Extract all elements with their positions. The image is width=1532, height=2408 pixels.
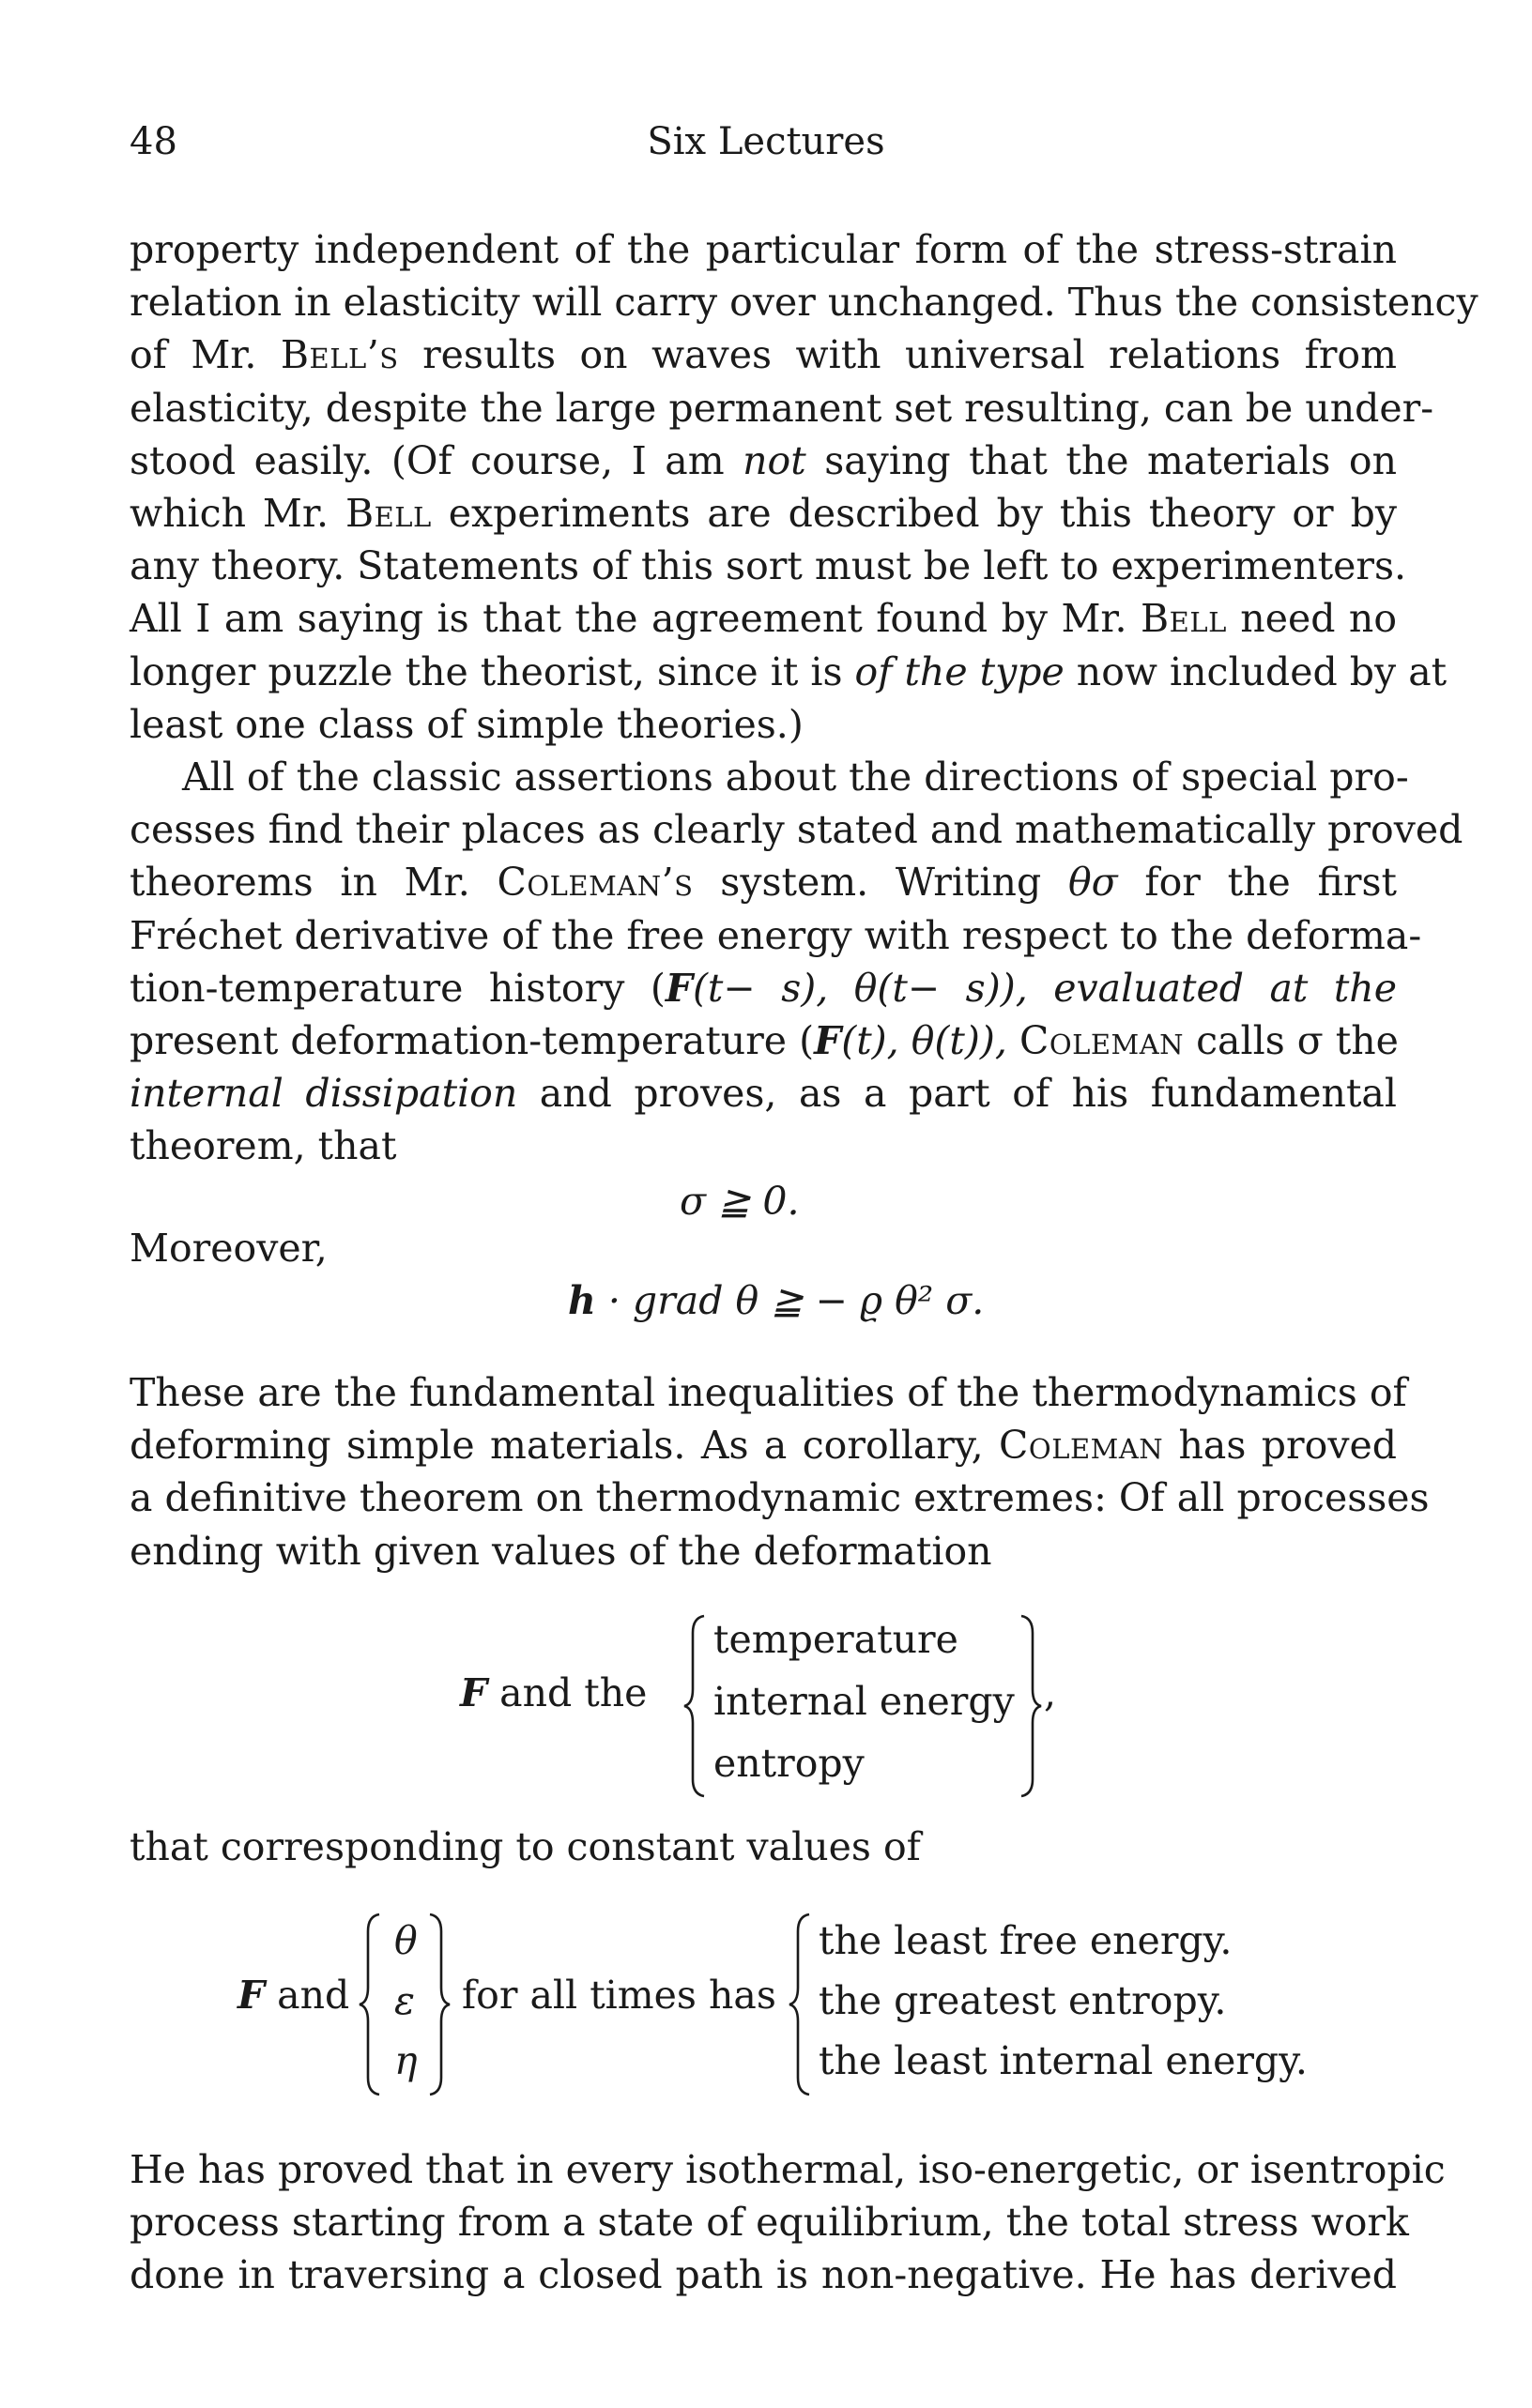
paragraph-3 xyxy=(130,1366,1430,1577)
display-2-middle: for all times has xyxy=(462,1973,776,2018)
list-item: the least free energy. xyxy=(819,1918,1233,1963)
equation-heat-flux: h · grad θ ≧ − ϱ θ² σ. xyxy=(568,1278,985,1323)
math-bold-F: F xyxy=(814,1017,842,1063)
text-line: deforming simple materials. As a corollary, Coleman has proved xyxy=(130,1423,1398,1469)
text-line: done in traversing a closed path is non-negative. He has derived xyxy=(130,2252,1397,2298)
display-2-variables xyxy=(394,1911,418,2091)
right-brace-icon xyxy=(424,1911,452,2098)
list-item: entropy xyxy=(713,1741,865,1786)
text-line: He has proved that in every isothermal, iso-energetic, or isentropic xyxy=(130,2147,1446,2192)
math-bold-F: F xyxy=(665,965,693,1011)
math-bold-F: F xyxy=(460,1670,488,1715)
list-item: internal energy xyxy=(713,1679,1015,1724)
variable: ε xyxy=(394,1978,416,2023)
variable: η xyxy=(394,2038,418,2083)
list-item: the greatest entropy. xyxy=(819,1978,1227,2023)
left-brace-icon xyxy=(357,1911,385,2098)
text-line: a definitive theorem on thermodynamic extremes: Of all processes xyxy=(130,1475,1430,1521)
page-number: 48 xyxy=(130,120,177,163)
paragraph-1 xyxy=(130,223,1478,751)
text-line: stood easily. (Of course, I am not saying that the materials on xyxy=(130,437,1398,483)
text-line: process starting from a state of equilibrium, the total stress work xyxy=(130,2200,1409,2246)
text-line: cesses find their places as clearly stated and mathematically proved xyxy=(130,807,1463,853)
author-name: Bell xyxy=(345,490,432,536)
display-1-list xyxy=(713,1608,1015,1794)
display-1-trail: , xyxy=(1044,1670,1057,1715)
emphasis: not xyxy=(743,437,806,483)
right-brace-icon xyxy=(1016,1612,1044,1800)
text-line: property independent of the particular form of the stress-strain xyxy=(130,227,1397,272)
author-name: Bell xyxy=(1141,596,1227,642)
display-2-results xyxy=(819,1911,1308,2091)
paragraph-5 xyxy=(130,2143,1446,2302)
equation-dissipation: σ ≧ 0. xyxy=(680,1179,800,1224)
text-line: present deformation-temperature (F(t), θ(t)), Coleman calls σ the xyxy=(130,1017,1399,1063)
text-line: relation in elasticity will carry over unchanged. Thus the consistency xyxy=(130,280,1478,326)
moreover-text: Moreover, xyxy=(130,1226,328,1271)
text-line: longer puzzle the theorist, since it is of the type now included by at xyxy=(130,648,1448,694)
math-bold-h: h xyxy=(568,1278,596,1323)
left-brace-icon xyxy=(682,1612,710,1800)
text-line: theorem, that xyxy=(130,1123,397,1169)
math-bold-F: F xyxy=(237,1973,266,2018)
author-name: Coleman xyxy=(999,1423,1164,1469)
text-line: least one class of simple theories.) xyxy=(130,701,804,747)
text-line: Fréchet derivative of the free energy with respect to the deforma- xyxy=(130,912,1422,958)
display-2-lead: F and xyxy=(237,1973,350,2018)
running-title: Six Lectures xyxy=(647,120,885,163)
display-1-lead: F and the xyxy=(460,1670,648,1715)
math-symbol: θσ xyxy=(1067,860,1118,906)
text-line: of Mr. Bell’s results on waves with universal relations from xyxy=(130,332,1397,378)
emphasis: of the type xyxy=(854,648,1065,694)
text-line: All of the classic assertions about the directions of special pro- xyxy=(182,754,1409,800)
paragraph-4: that corresponding to constant values of xyxy=(130,1824,921,1869)
author-name: Coleman’s xyxy=(497,860,694,906)
author-name: Coleman xyxy=(1019,1017,1185,1063)
text-line: All I am saying is that the agreement found by Mr. Bell need no xyxy=(130,596,1397,642)
text-line: theorems in Mr. Coleman’s system. Writing θσ for the first xyxy=(130,860,1397,906)
text-line: elasticity, despite the large permanent set resulting, can be under- xyxy=(130,385,1434,431)
text-line: which Mr. Bell experiments are described by this theory or by xyxy=(130,490,1397,536)
author-name: Bell’s xyxy=(280,332,399,378)
paragraph-2 xyxy=(130,751,1463,1173)
left-brace-icon xyxy=(787,1911,815,2098)
text-line: These are the fundamental inequalities of the thermodynamics of xyxy=(130,1370,1407,1415)
text-line: ending with given values of the deformation xyxy=(130,1528,992,1574)
text-line: tion-temperature history (F(t− s), θ(t− s)), evaluated at the xyxy=(130,965,1397,1011)
text-line: internal dissipation and proves, as a part of his fundamental xyxy=(130,1071,1397,1117)
list-item: temperature xyxy=(713,1617,958,1662)
text-line: any theory. Statements of this sort must be left to experimenters. xyxy=(130,543,1407,589)
emphasis: internal dissipation xyxy=(130,1071,518,1117)
variable: θ xyxy=(394,1918,418,1963)
list-item: the least internal energy. xyxy=(819,2038,1308,2083)
